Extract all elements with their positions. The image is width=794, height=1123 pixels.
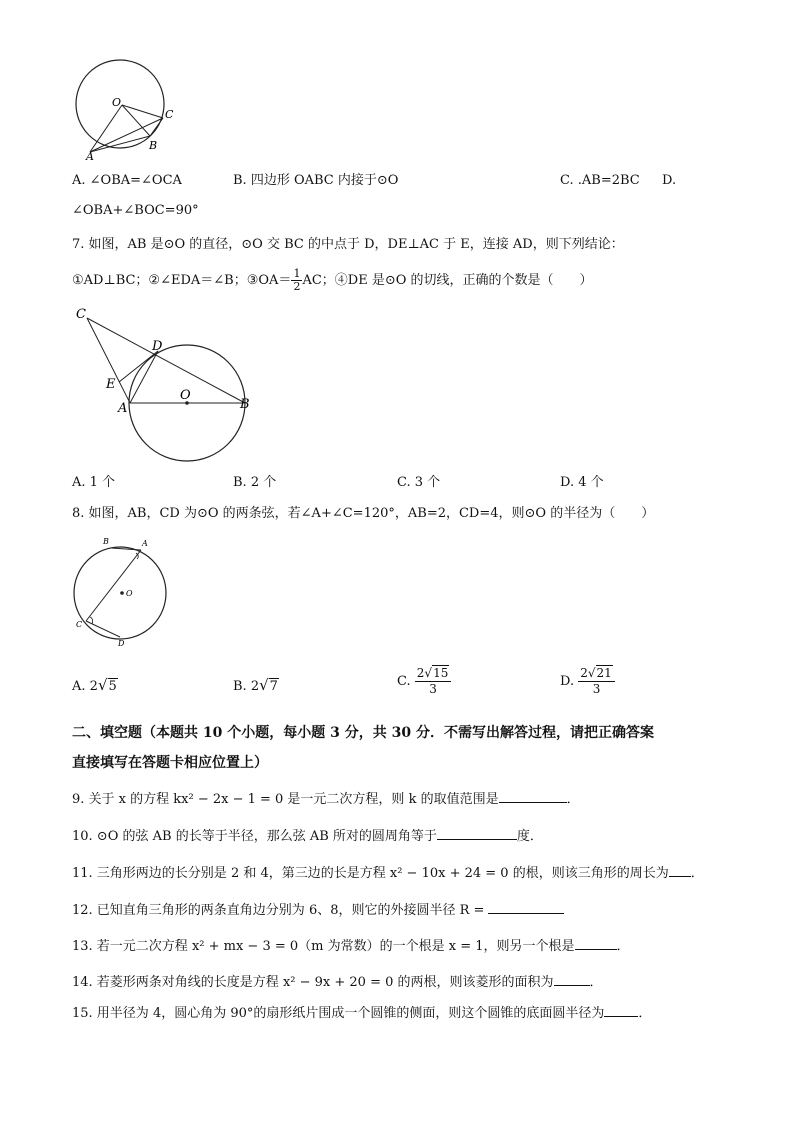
q9-suffix: ． [566,792,580,807]
q11-text: 11. 三角形两边的长分别是 2 和 4，第三边的长是方程 x² − 10x + 24 = 0 的根，则该三角形的周长为 [72,866,669,881]
q6-label-b: B [149,139,158,152]
q7-statements-part2: AC；④DE 是⊙O 的切线，正确的个数是（ ） [302,273,593,288]
q6-option-c[interactable]: C. .AB=2BC [560,173,640,188]
q7-option-c[interactable]: C. 3 个 [397,475,441,490]
q8-label-b: B [103,537,109,546]
q8-opt-c-sqrt-sign: √ [424,666,433,680]
q9-question [72,790,580,809]
q8-opt-b-radicand: 7 [269,679,278,694]
q13-question [72,937,630,956]
q8-opt-c-coef: 2 [416,666,425,680]
q6-option-d-text: ∠OBA+∠BOC=90° [72,203,199,218]
q8-opt-d-coef: 2 [580,666,588,680]
q8-opt-c-radicand: 15 [433,666,449,680]
q7-stem: 7. 如图，AB 是⊙O 的直径，⊙O 交 BC 的中点于 D，DE⊥AC 于 E，连接 AD，则下列结论： [72,237,624,252]
q7-frac-num: 1 [293,267,301,280]
q7-frac-den: 2 [293,280,301,293]
q13-answer-blank[interactable] [575,937,617,950]
q6-option-b[interactable]: B. 四边形 OABC 内接于⊙O [233,173,399,188]
q6-label-a: A [86,150,94,163]
q10-question [72,827,543,846]
q7-label-e: E [106,377,116,392]
q10-text: 10. ⊙O 的弦 AB 的长等于半径，那么弦 AB 所对的圆周角等于 [72,829,437,844]
q8-opt-d-label: D. [560,674,575,689]
q7-label-c: C [76,307,86,322]
q7-circle-figure [72,302,262,462]
q8-opt-c-num [415,666,452,682]
q11-question [72,864,704,883]
q7-label-b: B [240,397,250,412]
q8-opt-d-den: 3 [592,682,601,696]
q8-opt-d-num [578,666,615,682]
q6-label-o: O [112,96,122,109]
q7-statements-part1: ①AD⊥BC；②∠EDA＝∠B；③OA＝ [72,273,292,288]
q8-option-a[interactable] [72,676,118,696]
q15-text: 15. 用半径为 4，圆心角为 90°的扇形纸片围成一个圆锥的侧面，则这个圆锥的底面圆半径为 [72,1006,605,1021]
q8-option-b[interactable] [233,676,279,696]
q8-label-a: A [142,539,148,548]
q6-option-a[interactable]: A. ∠OBA=∠OCA [72,173,182,188]
section-heading-line1: 二、填空题（本题共 10 个小题，每小题 3 分，共 30 分．不需写出解答过程，请把正确答案 [72,725,654,741]
q8-stem: 8. 如图，AB，CD 为⊙O 的两条弦，若∠A+∠C=120°，AB=2，CD=4，则⊙O 的半径为（ ） [72,506,655,521]
q14-answer-blank[interactable] [554,973,590,986]
q7-label-o: O [180,388,191,403]
q13-text: 13. 若一元二次方程 x² + mx − 3 = 0（m 为常数）的一个根是 x = 1，则另一个根是 [72,939,575,954]
q13-suffix: ． [616,939,630,954]
q14-question [72,973,603,992]
q8-opt-d-sqrt-sign: √ [587,666,596,680]
section-heading-line2: 直接填写在答题卡相应位置上） [72,755,268,771]
q8-opt-c-den: 3 [429,682,437,696]
q12-question [72,901,564,920]
q7-statements [72,268,593,293]
q8-circle-figure [70,533,180,653]
q7-option-a[interactable]: A. 1 个 [72,475,116,490]
q6-circle-figure [70,58,180,168]
q8-opt-a-sqrt-sign: √ [97,676,108,694]
q7-fraction [291,268,302,293]
q8-opt-d-fraction [578,666,615,697]
q10-suffix: 度． [516,829,543,844]
q7-label-a: A [118,401,128,416]
q7-option-d[interactable]: D. 4 个 [560,475,604,490]
q8-label-d: D [118,639,125,648]
q6-label-c: C [165,108,174,121]
q8-opt-a-radicand: 5 [108,679,117,694]
q10-answer-blank[interactable] [437,827,517,840]
q8-option-d[interactable] [560,666,615,697]
q15-suffix: ． [638,1006,652,1021]
q15-answer-blank[interactable] [604,1004,638,1017]
q8-opt-b-label: B. 2 [233,679,260,694]
q11-answer-blank[interactable] [669,864,691,877]
q14-text: 14. 若菱形两条对角线的长度是方程 x² − 9x + 20 = 0 的两根，则该菱形的面积为 [72,975,554,990]
q6-option-d[interactable]: D. [662,173,677,188]
q7-option-b[interactable]: B. 2 个 [233,475,277,490]
q8-opt-b-sqrt-sign: √ [259,676,269,694]
q15-question [72,1004,651,1023]
q8-opt-c-fraction [415,666,452,697]
q14-suffix: ． [589,975,603,990]
q7-label-d: D [152,339,163,354]
q12-answer-blank[interactable] [488,901,564,914]
q8-opt-a-label: A. 2 [72,679,98,694]
q9-text: 9. 关于 x 的方程 kx² − 2x − 1 = 0 是一元二次方程，则 k 的取值范围是 [72,792,499,807]
q12-text: 12. 已知直角三角形的两条直角边分别为 6、8，则它的外接圆半径 R = [72,903,485,918]
q8-label-c: C [76,620,83,629]
q11-suffix: ． [690,866,704,881]
q8-opt-d-radicand: 21 [596,666,612,680]
q8-opt-c-label: C. [397,674,411,689]
q8-option-c[interactable] [397,666,451,697]
q8-label-o: O [126,589,133,598]
q9-answer-blank[interactable] [499,790,567,803]
